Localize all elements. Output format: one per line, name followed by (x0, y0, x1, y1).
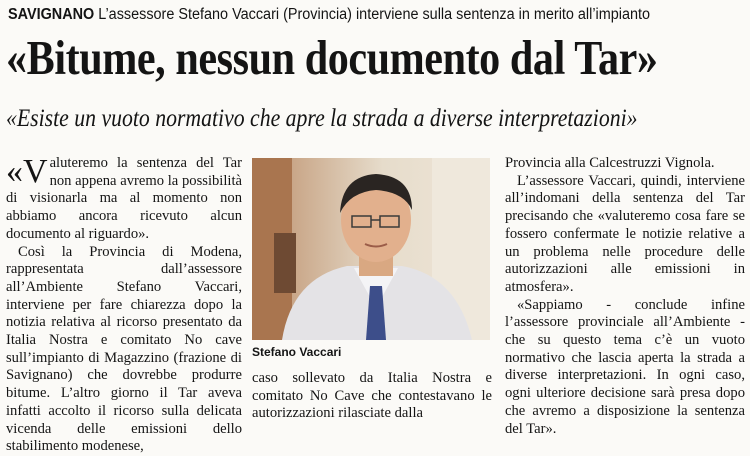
drop-cap: «V (6, 153, 48, 190)
paragraph-3: Provincia alla Calcestruzzi Vignola. (505, 155, 715, 171)
portrait-photo (252, 158, 490, 340)
column-2-text: caso sollevato da Italia Nostra e comitato No Cave che contestavano le autorizzazioni rilasciate dalla (252, 370, 492, 422)
column-3 (505, 155, 745, 438)
subheadline: «Esiste un vuoto normativo che apre la strada a diverse interpretazioni» (6, 105, 638, 132)
paragraph-1-text: aluteremo la sentenza del Tar non appena avremo la possibilità di visionarla ma al momento non abbiamo ancora ricevuto alcun documento al riguardo». (6, 155, 242, 242)
paragraph-1 (6, 155, 242, 244)
kicker-text: L’assessore Stefano Vaccari (Provincia) interviene sulla sentenza in merito all’impianto (98, 6, 651, 23)
headline: «Bitume, nessun documento dal Tar» (6, 30, 658, 85)
kicker-line (8, 6, 692, 24)
section-label: SAVIGNANO (8, 6, 95, 23)
paragraph-2: Così la Provincia di Modena, rappresentata dall’assessore all’Ambiente Stefano Vaccari, interviene per fare chiarezza dopo la notizia relativa al ricorso presentato da Italia Nostra e comitato No cave sull’impianto di Magazzino (frazione di Savignano) che dovrebbe produrre bitume. L’altro giorno il Tar aveva infatti accolto il ricorso sulla delicata vicenda delle emissioni dello stabilimento modenese, (6, 243, 242, 455)
column-1 (6, 155, 242, 456)
column-2 (252, 370, 492, 423)
paragraph-5: «Sappiamo - conclude infine l’assessore provinciale all’Ambiente - che su questo tema c’è un vuoto normativo che lascia aperta la strada a diverse interpretazioni. In ogni caso, ogni ulteriore decisione sarà presa dopo che avremo a disposizione la sentenza del Tar». (505, 296, 745, 437)
paragraph-4: L’assessore Vaccari, quindi, interviene all’indomani della sentenza del Tar precisando che «valuteremo cosa fare se fossero confermate le notizie relative a un problema nelle procedure delle autorizzazioni alle emissioni in atmosfera». (505, 172, 745, 295)
photo-caption: Stefano Vaccari (252, 345, 342, 359)
